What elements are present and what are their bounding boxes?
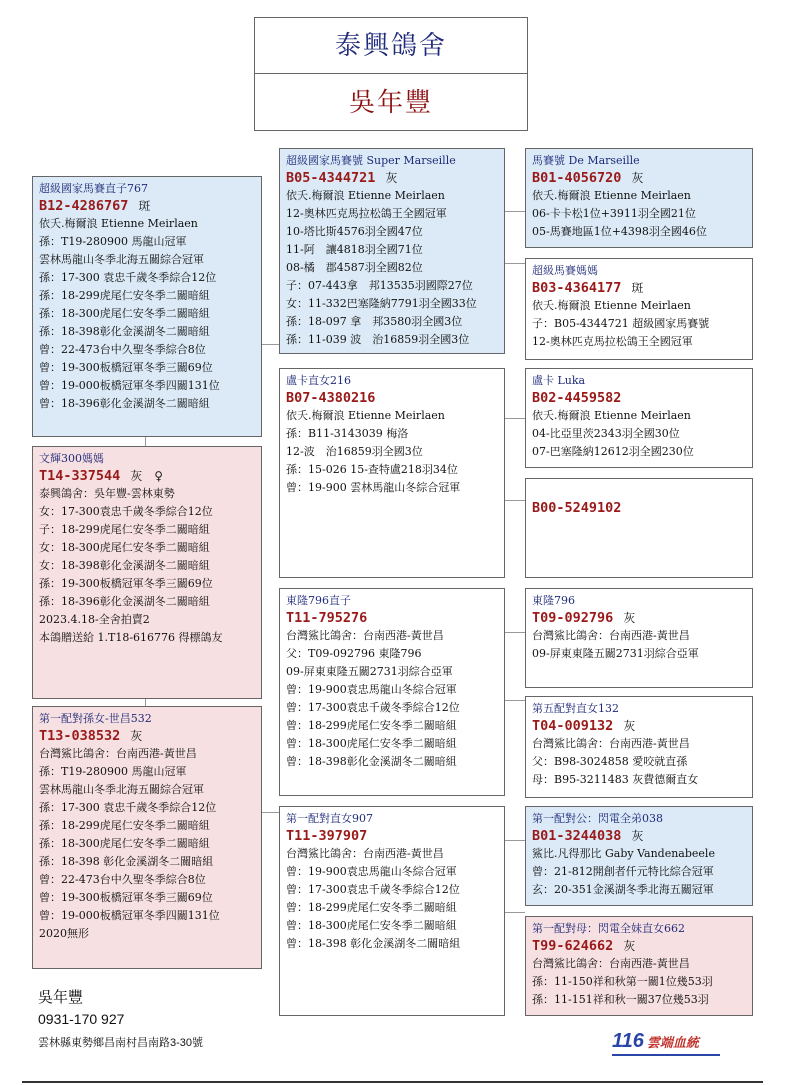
ring-row — [532, 389, 746, 407]
record-line: 依夭.梅爾浪 Etienne Meirlaen — [532, 409, 691, 422]
pigeon-title: 第五配對直女132 — [532, 702, 619, 715]
record-line: 曾：19-000板橋冠軍冬季四關131位 — [39, 379, 220, 392]
plumage-color: 灰 — [623, 611, 636, 625]
pigeon-title: 東隆796直子 — [286, 594, 351, 607]
ring-number: T09-092796 — [532, 610, 614, 626]
record-line: 台灣鯊比鴿舍：台南西港-黃世昌 — [532, 957, 690, 970]
record-line: 子：B05-4344721 超級國家馬賽號 — [532, 317, 710, 330]
dam-card — [32, 446, 262, 699]
record-line: 11-阿 讓4818羽全國71位 — [286, 243, 423, 256]
record-line: 雲林馬龍山冬季北海五關綜合冠軍 — [39, 783, 204, 796]
ring-row — [39, 727, 255, 745]
record-line: 鯊比.凡得那比 Gaby Vandenabeele — [532, 847, 715, 860]
record-line: 2023.4.18-全舍拍賣2 — [39, 613, 150, 626]
connector-line — [505, 418, 525, 419]
record-line: 12-奧林匹克馬拉松鴿王全國冠軍 — [532, 335, 693, 348]
plumage-color: 灰 — [631, 829, 644, 843]
record-line: 孫：15-026 15-查特盧218羽34位 — [286, 463, 458, 476]
ring-row — [532, 609, 746, 627]
record-line: 曾：22-473台中久聖冬季綜合8位 — [39, 873, 206, 886]
record-line: 依夭.梅爾浪 Etienne Meirlaen — [39, 217, 198, 230]
ddd-card — [525, 916, 753, 1016]
record-line: 曾：18-300虎尾仁安冬季二關暗組 — [286, 919, 457, 932]
record-line: 曾：21-812開創者仟元特比綜合冠軍 — [532, 865, 714, 878]
dds-card — [525, 806, 753, 906]
ring-number: T04-009132 — [532, 718, 614, 734]
record-line: 孫：11-150祥和秋第一關1位幾53羽 — [532, 975, 713, 988]
record-line: 孫：T19-280900 馬龍山冠軍 — [39, 765, 187, 778]
connector-line — [262, 812, 279, 813]
record-line: 孫：18-299虎尾仁安冬季二關暗組 — [39, 289, 210, 302]
logo-text: 雲端血統 — [646, 1035, 699, 1050]
pigeon-title: 第一配對母：閃電全妹直女662 — [532, 922, 685, 935]
ring-number: T13-038532 — [39, 728, 121, 744]
ring-row — [286, 827, 498, 845]
record-line: 曾：18-396彰化金溪湖冬二關暗組 — [39, 397, 210, 410]
record-line: 台灣鯊比鴿舍：台南西港-黃世昌 — [532, 737, 690, 750]
dam-sire-card — [279, 588, 505, 796]
record-line: 玄：20-351金溪湖冬季北海五關冠軍 — [532, 883, 714, 896]
ring-row — [39, 467, 255, 485]
record-line: 曾：18-398彰化金溪湖冬二關暗組 — [286, 755, 457, 768]
sds-card — [525, 368, 753, 468]
connector-line — [505, 211, 525, 212]
record-line: 12-波 治16859羽全國3位 — [286, 445, 423, 458]
plumage-color: 灰 ♀ — [130, 469, 164, 483]
connector-line — [145, 698, 146, 706]
plumage-color: 斑 — [631, 281, 644, 295]
plumage-color: 灰 — [623, 719, 636, 733]
record-line: 孫：18-398彰化金溪湖冬二關暗組 — [39, 325, 210, 338]
record-line: 父：B98-3024858 愛咬就直孫 — [532, 755, 688, 768]
record-line: 孫：18-300虎尾仁安冬季二關暗組 — [39, 837, 210, 850]
plumage-color: 斑 — [138, 199, 151, 213]
pigeon-title: 第一配對孫女-世昌532 — [39, 712, 152, 725]
sire-dam-card — [279, 368, 505, 578]
sire-card — [32, 176, 262, 437]
connector-line — [505, 912, 525, 913]
record-line: 依夭.梅爾浪 Etienne Meirlaen — [286, 409, 445, 422]
pigeon-title: 第一配對公：閃電全弟038 — [532, 812, 663, 825]
ring-number: B02-4459582 — [532, 390, 622, 406]
connector-line — [505, 700, 525, 701]
ring-row — [532, 937, 746, 955]
record-line: 曾：22-473台中久聖冬季綜合8位 — [39, 343, 206, 356]
ring-number: B03-4364177 — [532, 280, 622, 296]
ring-number: T11-397907 — [286, 828, 368, 844]
dam-dam-card — [279, 806, 505, 1016]
record-line: 本鴿贈送給 1.T18-616776 得標鴿友 — [39, 631, 223, 644]
record-line: 曾：18-299虎尾仁安冬季二關暗組 — [286, 901, 457, 914]
record-line: 台灣鯊比鴿舍：台南西港-黃世昌 — [286, 629, 444, 642]
record-line: 子：18-299虎尾仁安冬季二關暗組 — [39, 523, 210, 536]
plumage-color: 灰 — [385, 171, 398, 185]
record-line: 父：T09-092796 東隆796 — [286, 647, 422, 660]
record-line: 09-屏東東隆五關2731羽綜合亞軍 — [286, 665, 453, 678]
pigeon-title: 東隆796 — [532, 594, 575, 607]
record-line: 孫：11-039 波 治16859羽全國3位 — [286, 333, 470, 346]
ring-row — [286, 169, 498, 187]
ring-row — [532, 499, 746, 517]
connector-line — [505, 840, 525, 841]
owner-name: 吳年豐 — [38, 989, 84, 1006]
record-line: 06-卡卡松1位+3911羽全國21位 — [532, 207, 696, 220]
connector-line — [505, 632, 525, 633]
plumage-color: 灰 — [623, 939, 636, 953]
dss-card — [525, 588, 753, 688]
record-line: 曾：18-299虎尾仁安冬季二關暗組 — [286, 719, 457, 732]
record-line: 曾：19-000板橋冠軍冬季四關131位 — [39, 909, 220, 922]
record-line: 2020無形 — [39, 927, 89, 940]
record-line: 曾：18-398 彰化金溪湖冬二關暗組 — [286, 937, 461, 950]
ring-number: B05-4344721 — [286, 170, 376, 186]
record-line: 孫：B11-3143039 梅洛 — [286, 427, 409, 440]
ring-number: T11-795276 — [286, 610, 368, 626]
connector-line — [145, 436, 146, 446]
record-line: 雲林馬龍山冬季北海五關綜合冠軍 — [39, 253, 204, 266]
ring-number: B01-3244038 — [532, 828, 622, 844]
record-line: 曾：17-300袁忠千歲冬季綜合12位 — [286, 701, 460, 714]
record-line: 孫：18-396彰化金溪湖冬二關暗組 — [39, 595, 210, 608]
owner-address: 雲林縣東勢鄉昌南村昌南路3-30號 — [38, 1037, 204, 1049]
ring-row — [532, 717, 746, 735]
record-line: 台灣鯊比鴿舍：台南西港-黃世昌 — [532, 629, 690, 642]
sire-sire-card — [279, 148, 505, 354]
pigeon-title: 盧卡直女216 — [286, 374, 351, 387]
record-line: 孫：17-300 袁忠千歲冬季綜合12位 — [39, 801, 217, 814]
record-line: 曾：17-300袁忠千歲冬季綜合12位 — [286, 883, 460, 896]
plumage-color: 灰 — [631, 171, 644, 185]
record-line: 05-馬賽地區1位+4398羽全國46位 — [532, 225, 707, 238]
pigeon-title: 超級國家馬賽號 Super Marseille — [286, 154, 456, 167]
record-line: 女：11-332巴塞隆納7791羽全國33位 — [286, 297, 477, 310]
pigeon-title: 馬賽號 De Marseille — [532, 154, 640, 167]
ring-row — [286, 609, 498, 627]
pigeon-title: 超級國家馬賽直子767 — [39, 182, 148, 195]
record-line: 曾：19-900 雲林馬龍山冬綜合冠軍 — [286, 481, 461, 494]
pigeon-title: 盧卡 Luka — [532, 374, 586, 387]
record-line: 台灣鯊比鴿舍：台南西港-黃世昌 — [39, 747, 197, 760]
record-line: 曾：19-300板橋冠軍冬季三關69位 — [39, 891, 213, 904]
loft-name: 泰興鴿舍 — [254, 17, 528, 74]
record-line: 10-塔比斯4576羽全國47位 — [286, 225, 423, 238]
record-line: 母：B95-3211483 灰費德爾直女 — [532, 773, 699, 786]
ring-number: T99-624662 — [532, 938, 614, 954]
ring-number: B00-5249102 — [532, 500, 622, 516]
ring-number: B12-4286767 — [39, 198, 129, 214]
connector-line — [262, 344, 279, 345]
ring-row — [532, 279, 746, 297]
ring-number: B07-4380216 — [286, 390, 376, 406]
record-line: 女：18-300虎尾仁安冬季二關暗組 — [39, 541, 210, 554]
record-line: 女：18-398彰化金溪湖冬二關暗組 — [39, 559, 210, 572]
record-line: 04-比亞里茨2343羽全國30位 — [532, 427, 680, 440]
ssd-card — [525, 258, 753, 360]
record-line: 孫：18-097 拿 邦3580羽全國3位 — [286, 315, 463, 328]
record-line: 孫：18-299虎尾仁安冬季二關暗組 — [39, 819, 210, 832]
record-line: 孫：18-300虎尾仁安冬季二關暗組 — [39, 307, 210, 320]
logo-underline — [612, 1054, 720, 1056]
record-line: 依夭.梅爾浪 Etienne Meirlaen — [532, 299, 691, 312]
ring-row — [39, 197, 255, 215]
record-line: 曾：18-300虎尾仁安冬季二關暗組 — [286, 737, 457, 750]
record-line: 孫：11-151祥和秋一關37位幾53羽 — [532, 993, 709, 1006]
record-line: 子：07-443拿 邦13535羽國際27位 — [286, 279, 473, 292]
sibling-card — [32, 706, 262, 969]
pigeon-title: 超級馬賽媽媽 — [532, 264, 598, 277]
record-line: 依夭.梅爾浪 Etienne Meirlaen — [532, 189, 691, 202]
record-line: 泰興鴿舍：吳年豐-雲林東勢 — [39, 487, 175, 500]
ring-number: T14-337544 — [39, 468, 121, 484]
connector-line — [505, 263, 525, 264]
footer-line — [22, 1081, 763, 1083]
sss-card — [525, 148, 753, 248]
ring-row — [286, 389, 498, 407]
record-line: 07-巴塞隆納12612羽全國230位 — [532, 445, 694, 458]
record-line: 曾：19-300板橋冠軍冬季三關69位 — [39, 361, 213, 374]
record-line: 女：17-300袁忠千歲冬季綜合12位 — [39, 505, 213, 518]
ring-number: B01-4056720 — [532, 170, 622, 186]
record-line: 台灣鯊比鴿舍：台南西港-黃世昌 — [286, 847, 444, 860]
pigeon-title: 文輝300媽媽 — [39, 452, 104, 465]
record-line: 孫：18-398 彰化金溪湖冬二關暗組 — [39, 855, 214, 868]
record-line: 09-屏東東隆五關2731羽綜合亞軍 — [532, 647, 699, 660]
record-line: 孫：T19-280900 馬龍山冠軍 — [39, 235, 187, 248]
sdd-card — [525, 478, 753, 578]
owner-phone: 0931-170 927 — [38, 1011, 125, 1027]
ring-row — [532, 169, 746, 187]
record-line: 12-奧林匹克馬拉松鴿王全國冠軍 — [286, 207, 447, 220]
record-line: 孫：19-300板橋冠軍冬季三關69位 — [39, 577, 213, 590]
logo-number: 116 — [612, 1030, 644, 1052]
connector-line — [505, 500, 525, 501]
ring-row — [532, 827, 746, 845]
logo — [612, 1030, 699, 1053]
record-line: 孫：17-300 袁忠千歲冬季綜合12位 — [39, 271, 217, 284]
plumage-color: 灰 — [130, 729, 143, 743]
pigeon-title: 第一配對直女907 — [286, 812, 373, 825]
record-line: 曾：19-900袁忠馬龍山冬綜合冠軍 — [286, 683, 457, 696]
owner-name-header: 吳年豐 — [254, 73, 528, 131]
dsd-card — [525, 696, 753, 798]
record-line: 08-橘 郡4587羽全國82位 — [286, 261, 423, 274]
record-line: 曾：19-900袁忠馬龍山冬綜合冠軍 — [286, 865, 457, 878]
record-line: 依夭.梅爾浪 Etienne Meirlaen — [286, 189, 445, 202]
